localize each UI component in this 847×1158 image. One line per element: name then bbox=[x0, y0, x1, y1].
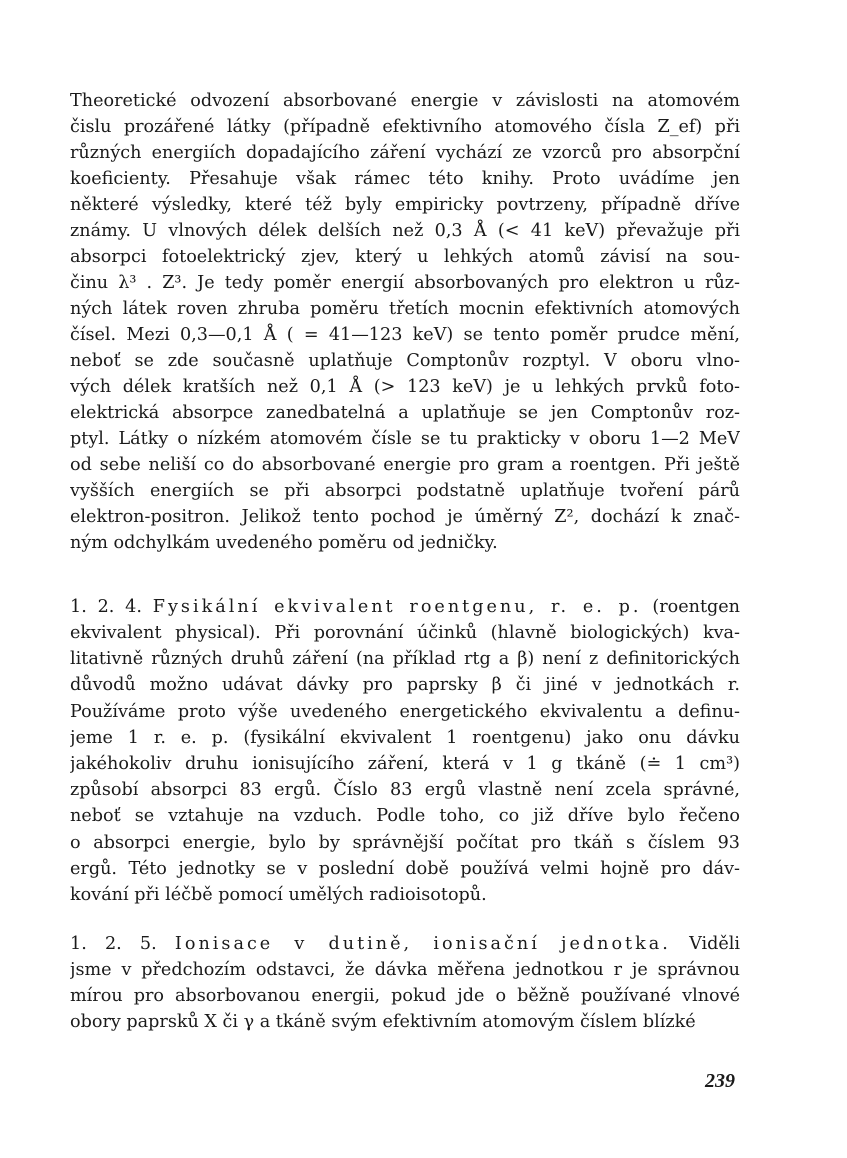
section-number: 1. 2. 5. bbox=[70, 934, 157, 954]
book-page bbox=[70, 0, 740, 1158]
text-line: koeficienty. Přesahuje však rámec této knihy. Proto uvádíme jen bbox=[70, 169, 740, 189]
text-line: o absorpci energie, bylo by správnější počítat pro tkáň s číslem 93 bbox=[70, 832, 740, 853]
text-line: mírou pro absorbovanou energii, pokud jde o běžně používané vlnové bbox=[70, 986, 740, 1007]
text-line: obory paprsků X či γ a tkáně svým efektivním atomovým číslem blízké bbox=[70, 1012, 696, 1033]
text-line: jeme 1 r. e. p. (fysikální ekvivalent 1 roentgenu) jako onu dávku bbox=[70, 727, 740, 748]
text-line: Theoretické odvození absorbované energie v závislosti na atomovém bbox=[70, 91, 740, 111]
section-title: Ionisace v dutině, ionisační jednotka. bbox=[174, 934, 671, 954]
text-line: neboť se zde současně uplatňuje Comptonův rozptyl. V oboru vlno- bbox=[70, 351, 740, 371]
text-line: ergů. Této jednotky se v poslední době používá velmi hojně pro dáv- bbox=[70, 858, 740, 879]
section-title: Fysikální ekvivalent roentgenu, r. e. p. bbox=[152, 597, 642, 617]
text-line: ptyl. Látky o nízkém atomovém čísle se tu prakticky v oboru 1—2 MeV bbox=[70, 429, 740, 449]
text-line: litativně různých druhů záření (na příklad rtg a β) není z definitorických bbox=[70, 649, 740, 670]
text-line: vyšších energiích se při absorpci podstatně uplatňuje tvoření párů bbox=[70, 481, 740, 501]
text-line: Používáme proto výše uvedeného energetického ekvivalentu a definu- bbox=[70, 701, 740, 722]
section-number: 1. 2. 4. bbox=[70, 597, 142, 617]
text-line: způsobí absorpci 83 ergů. Číslo 83 ergů vlastně není zcela správné, bbox=[70, 780, 740, 801]
text-line: ekvivalent physical). Při porovnání účinků (hlavně biologických) kva- bbox=[70, 623, 740, 643]
text-line: neboť se vztahuje na vzduch. Podle toho, co již dříve bylo řečeno bbox=[70, 806, 740, 827]
text-line: čísel. Mezi 0,3—0,1 Å ( = 41—123 keV) se tento poměr prudce mění, bbox=[70, 325, 740, 345]
text-line: různých energiích dopadajícího záření vychází ze vzorců pro absorpční bbox=[70, 143, 740, 163]
text-line: vých délek kratších než 0,1 Å (> 123 keV) je u lehkých prvků foto- bbox=[70, 377, 740, 397]
section-1-2-4-heading-line bbox=[70, 594, 740, 620]
section-title-rest: (roentgen bbox=[652, 597, 740, 617]
text-line: jsme v předchozím odstavci, že dávka měřena jednotkou r je správnou bbox=[70, 960, 740, 980]
text-line: absorpci fotoelektrický zjev, který u lehkých atomů závisí na sou- bbox=[70, 247, 740, 267]
text-line: některé výsledky, které též byly empiricky povtrzeny, případně dříve bbox=[70, 195, 740, 215]
text-line: elektrická absorpce zanedbatelná a uplatňuje se jen Comptonův roz- bbox=[70, 403, 740, 423]
text-line: jakéhokoliv druhu ionisujícího záření, která v 1 g tkáně (≐ 1 cm³) bbox=[70, 754, 740, 774]
section-title-rest: Viděli bbox=[689, 934, 740, 954]
text-line: činu λ³ . Z³. Je tedy poměr energií absorbovaných pro elektron u růz- bbox=[70, 273, 740, 293]
text-line: ným odchylkám uvedeného poměru od jedničky. bbox=[70, 533, 498, 553]
section-1-2-5-heading-line bbox=[70, 931, 740, 957]
text-line: ných látek roven zhruba poměru třetích mocnin efektivních atomových bbox=[70, 299, 740, 319]
text-line: elektron-positron. Jelikož tento pochod je úměrný Z², dochází k znač- bbox=[70, 507, 740, 527]
text-line: známy. U vlnových délek delších než 0,3 Å (< 41 keV) převažuje při bbox=[70, 221, 740, 241]
text-line: kování při léčbě pomocí umělých radioisotopů. bbox=[70, 885, 487, 905]
text-line: čislu prozářené látky (případně efektivního atomového čísla Z_ef) při bbox=[70, 117, 740, 137]
text-line: od sebe neliší co do absorbované energie pro gram a roentgen. Při ještě bbox=[70, 455, 740, 475]
text-line: důvodů možno udávat dávky pro paprsky β či jiné v jednotkách r. bbox=[70, 675, 740, 696]
page-number: 239 bbox=[705, 1070, 735, 1092]
